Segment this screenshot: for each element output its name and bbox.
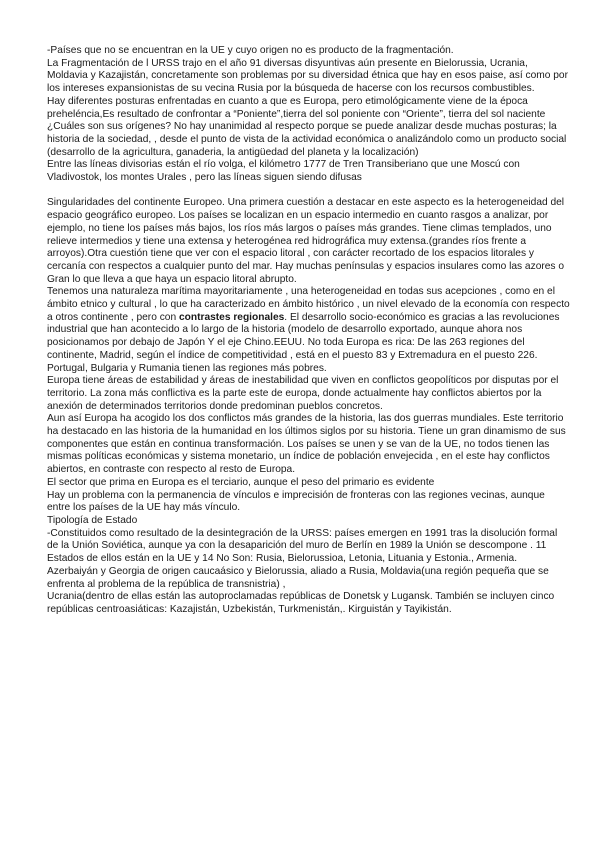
- paragraph-origins: ¿Cuáles son sus orígenes? No hay unanimidad al respecto porque se puede analizar desde muchas posturas; la historia de la sociedad, , desde el punto de vista de la actividad económica o analizándolo como un producto social (desarrollo de la agricultura, ganaderia, la antigüedad del planeta y la localización): [47, 121, 567, 158]
- paragraph-singularities: Singularidades del continente Europeo. Una primera cuestión a destacar en este aspecto es la heterogeneidad del espacio geográfico europeo. Los países se localizan en un espacio intermedio en cuanto rasgos a analizar, por ejemplo, no tiene los países más bajos, los ríos más largos o países más grandes. Tiene climas templados, uno relieve intermedios y tiene una extensa y heterogénea red hidrográfica muy extensa.(grandes ríos frente a arroyos).Otra cuestión tiene que ver con el espacio litoral , con carácter recortado de los espacios litorales y cercanía con respectos a cualquier punto del mar. Hay muchas penínsulas y espacios insulares como las azores o Gran lo que lleva a que haya un espacio litoral abrupto.: [47, 197, 565, 285]
- paragraph-heterogeneity: [47, 286, 570, 375]
- heterogeneity-text-b: . El desarrollo socio-económico es gracias a las revoluciones industrial que han acontecido a lo largo de la historia (modelo de desarrollo exportado, aunque ahora nos posicionamos por debajo de Japón Y el eje Chino.EEUU. No toda Europa es rica: De las 263 regiones del continente, Madrid, según el índice de competitividad , está en el puesto 83 y Extremadura en el puesto 226. Portugal, Bulgaria y Rumania tienen las regiones más pobres.: [47, 311, 560, 374]
- paragraph-urss-states: -Constituidos como resultado de la desintegración de la URSS: países emergen en 1991 tras la disolución formal de la Unión Soviética, aunque ya con la desaparición del muro de Berlín en 1989 la Unión se descompone . 11 Estados de ellos están en la UE y 14 No Son: Rusia, Bielorussioa, Letonia, Lituania y Estonia., Armenia. Azerbaiyán y Georgia de origen caucaásico y Bielorussia, aliado a Rusia, Moldavia(una región pequeña que se enfrenta al problema de la república de transnistria) ,: [47, 527, 558, 590]
- section-heading-state-typology: Tipología de Estado: [47, 515, 138, 526]
- blank-line: [47, 185, 570, 198]
- paragraph-ukraine: Ucrania(dentro de ellas están las autoproclamadas repúblicas de Donetsk y Lugansk. También se incluyen cinco repúblicas centroasiáticas: Kazajistán, Uzbekistán, Turkmenistán,. Kirguistán y Tayikistán.: [47, 591, 555, 615]
- heterogeneity-text-a: Tenemos una naturaleza marítima mayoritariamente , una heterogeneidad en todas sus acepciones , como en el ámbito etnico y cultural , lo que ha caracterizado en ámbito histórico , un nivel elevado de la economía con respecto a otros continente , pero con: [47, 286, 570, 323]
- heterogeneity-bold: contrastes regionales: [178, 311, 285, 323]
- paragraph-wars: Aun así Europa ha acogido los dos conflictos más grandes de la historia, las dos guerras mundiales. Este territorio ha destacado en las historia de la humanidad en los últimos siglos por su historia. Tiene un gran dinamismo de sus componentes que están en continua transformación. Los países se unen y se van de la UE, no todos tienen las mismas políticas económicas y sistema monetario, un índice de población envejecida , en el este hay conflictos abiertos, en contraste con respecto al resto de Europa.: [47, 413, 566, 476]
- paragraph-borders: Entre las líneas divisorias están el río volga, el kilómetro 1777 de Tren Transiberiano que une Moscú con Vladivostok, los montes Urales , pero las líneas siguen siendo difusas: [47, 159, 520, 184]
- paragraph-borders-links: Hay un problema con la permanencia de vínculos e imprecisión de fronteras con las regiones vecinas, aunque entre los países de la UE hay más vínculo.: [47, 489, 545, 514]
- paragraph-stability: Europa tiene áreas de estabilidad y áreas de inestabilidad que viven en conflictos geopolíticos por disputas por el territorio. La zona más conflictiva es la parte este de europa, donde actualmente hay conflictos abiertos por la anexión de determinados territorios donde predominan pueblos concretos.: [47, 375, 559, 412]
- paragraph-fragmentation: La Fragmentación de l URSS trajo en el año 91 diversas disyuntivas aún presente en Bielorussia, Ucrania, Moldavia y Kazajistán, concretamente son problemas por su diversidad étnica que hay en esos paise, así como por los intereses expansionistas de su vecina Rusia por la búsqueda de hacerse con los recursos combustibles.: [47, 57, 568, 95]
- paragraph-etymology: Hay diferentes posturas enfrentadas en cuanto a que es Europa, pero etimológicamente viene de la época preheléncia,Es resultado de confrontar a “Poniente”,tierra del sol poniente con “Oriente”, tierra del sol naciente: [47, 95, 546, 120]
- paragraph-sector: El sector que prima en Europa es el terciario, aunque el peso del primario es evidente: [47, 476, 435, 488]
- paragraph-intro: -Países que no se encuentran en la UE y cuyo origen no es producto de la fragmentación.: [47, 45, 454, 56]
